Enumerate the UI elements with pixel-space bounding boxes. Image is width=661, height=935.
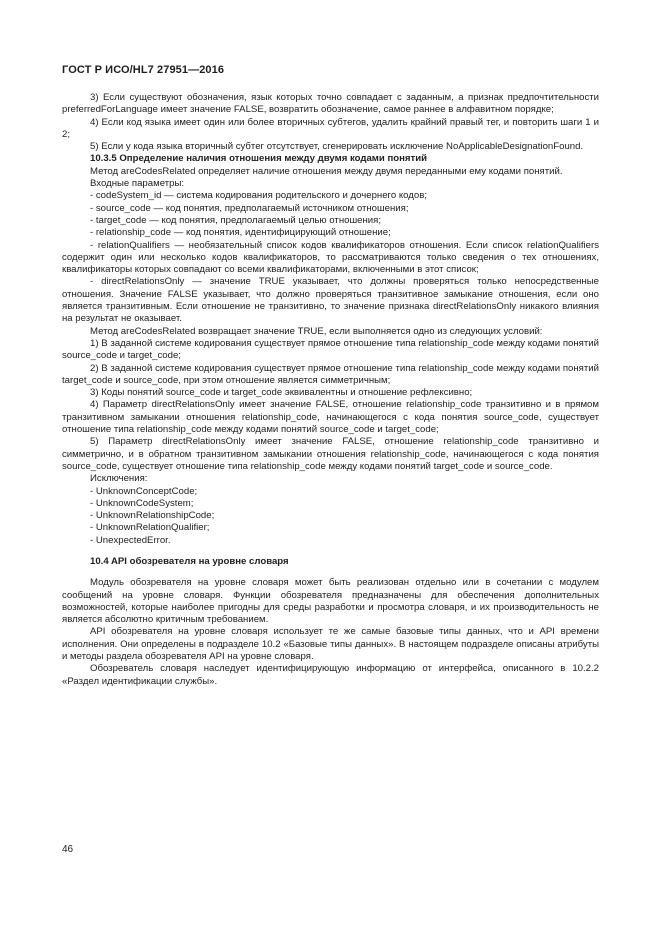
paragraph: Метод areCodesRelated определяет наличие отношения между двумя переданными ему кодами понятий. xyxy=(90,165,563,177)
paragraph: - source_code — код понятия, предполагаемый источником отношения; xyxy=(90,202,409,214)
page-number: 46 xyxy=(62,844,74,855)
paragraph: 2) В заданной системе кодирования существует прямое отношение типа relationship_code между кодами понятий target_code и source_code, при этом отношение является симметричным; xyxy=(62,362,599,386)
paragraph: 3) Если существуют обозначения, язык которых точно совпадает с заданным, а признак предпочтительности preferredForLanguage имеет значение FALSE, возвратить обозначение, самое раннее в алфавитном порядке; xyxy=(62,92,599,116)
paragraph: 5) Параметр directRelationsOnly имеет значение FALSE, отношение relationship_code транзитивно и симметрично, и в обратном транзитивном замыкании отношения relationship_code, начинающегося с кода понятия source_code, существует отношение типа relationship_code между кодами понятий target_code и source_code. xyxy=(62,436,599,472)
paragraph: - UnknownConceptCode; xyxy=(90,485,198,497)
paragraph: - directRelationsOnly — значение TRUE указывает, что должны проверяться только непосредственные отношения. Значение FALSE указывает, что должно проверяться транзитивное замыкание отношения, если оно является транзитивным. Если отношение не транзитивно, то значение признака directRelationsOnly никакого влияния на результат не оказывает. xyxy=(62,276,599,325)
paragraph: - target_code — код понятия, предполагаемый целью отношения; xyxy=(90,214,381,226)
page-content xyxy=(62,92,599,688)
paragraph: API обозревателя на уровне словаря использует те же самые базовые типы данных, что и API времени исполнения. Они определены в подразделе 10.2 «Базовые типы данных». В настоящем подразделе описаны атрибуты и методы раздела обозревателя API на уровне словаря. xyxy=(62,626,599,663)
section-heading: 10.3.5 Определение наличия отношения между двумя кодами понятий xyxy=(90,153,427,165)
paragraph: - codeSystem_id — система кодирования родительского и дочернего кодов; xyxy=(90,190,427,202)
paragraph: - relationQualifiers — необязательный список кодов квалификаторов отношения. Если список relationQualifiers содержит один или несколько кодов квалификаторов, то рассматриваются только сведения о тех отношениях, квалификаторы которых совпадают со всеми квалификаторами, включенными в этот список; xyxy=(62,239,599,276)
paragraph: - UnexpectedError. xyxy=(90,534,171,546)
section-heading: 10.4 API обозревателя на уровне словаря xyxy=(90,555,289,567)
paragraph-gap xyxy=(62,568,599,577)
paragraph: Исключения: xyxy=(90,473,148,485)
paragraph: - UnknownRelationshipCode; xyxy=(90,510,215,522)
paragraph: - UnknownRelationQualifier; xyxy=(90,522,210,534)
paragraph: 1) В заданной системе кодирования существует прямое отношение типа relationship_code между кодами понятий source_code и target_code; xyxy=(62,337,599,362)
document-header: ГОСТ Р ИСО/HL7 27951—2016 xyxy=(62,64,225,76)
paragraph: 3) Коды понятий source_code и target_code эквивалентны и отношение рефлексивно; xyxy=(90,387,473,399)
paragraph: Модуль обозревателя на уровне словаря может быть реализован отдельно или в сочетании с модулем сообщений на уровне словаря. Функции обозревателя предназначены для обеспечения дополнительных возможностей, которые наиболее пригодны для среды разработки и просмотра словаря, и их производительность не является абсолютно критичным требованием. xyxy=(62,577,599,626)
paragraph: 4) Если код языка имеет один или более вторичных субтегов, удалить крайний правый тег, и повторить шаги 1 и 2; xyxy=(62,116,599,140)
paragraph: Метод areCodesRelated возвращает значение TRUE, если выполняется одно из следующих условий: xyxy=(90,325,543,337)
paragraph-gap xyxy=(62,547,599,556)
paragraph: - UnknownCodeSystem; xyxy=(90,497,194,509)
paragraph: 5) Если у кода языка вторичный субтег отсутствует, сгенерировать исключение NoApplicableDesignationFound. xyxy=(90,141,584,153)
paragraph: - relationship_code — код понятия, идентифицирующий отношение; xyxy=(90,227,391,239)
paragraph: Обозреватель словаря наследует идентифицирующую информацию от интерфейса, описанного в 10.2.2 «Раздел идентификации службы». xyxy=(62,663,599,687)
paragraph: 4) Параметр directRelationsOnly имеет значение FALSE, отношение relationship_code транзитивно и в прямом транзитивном замыкании отношения relationship_code, начинающегося с кода понятия source_code, существует отношение типа relationship_code между кодами понятий source_code и target_code; xyxy=(62,399,599,436)
paragraph: Входные параметры: xyxy=(90,178,185,190)
